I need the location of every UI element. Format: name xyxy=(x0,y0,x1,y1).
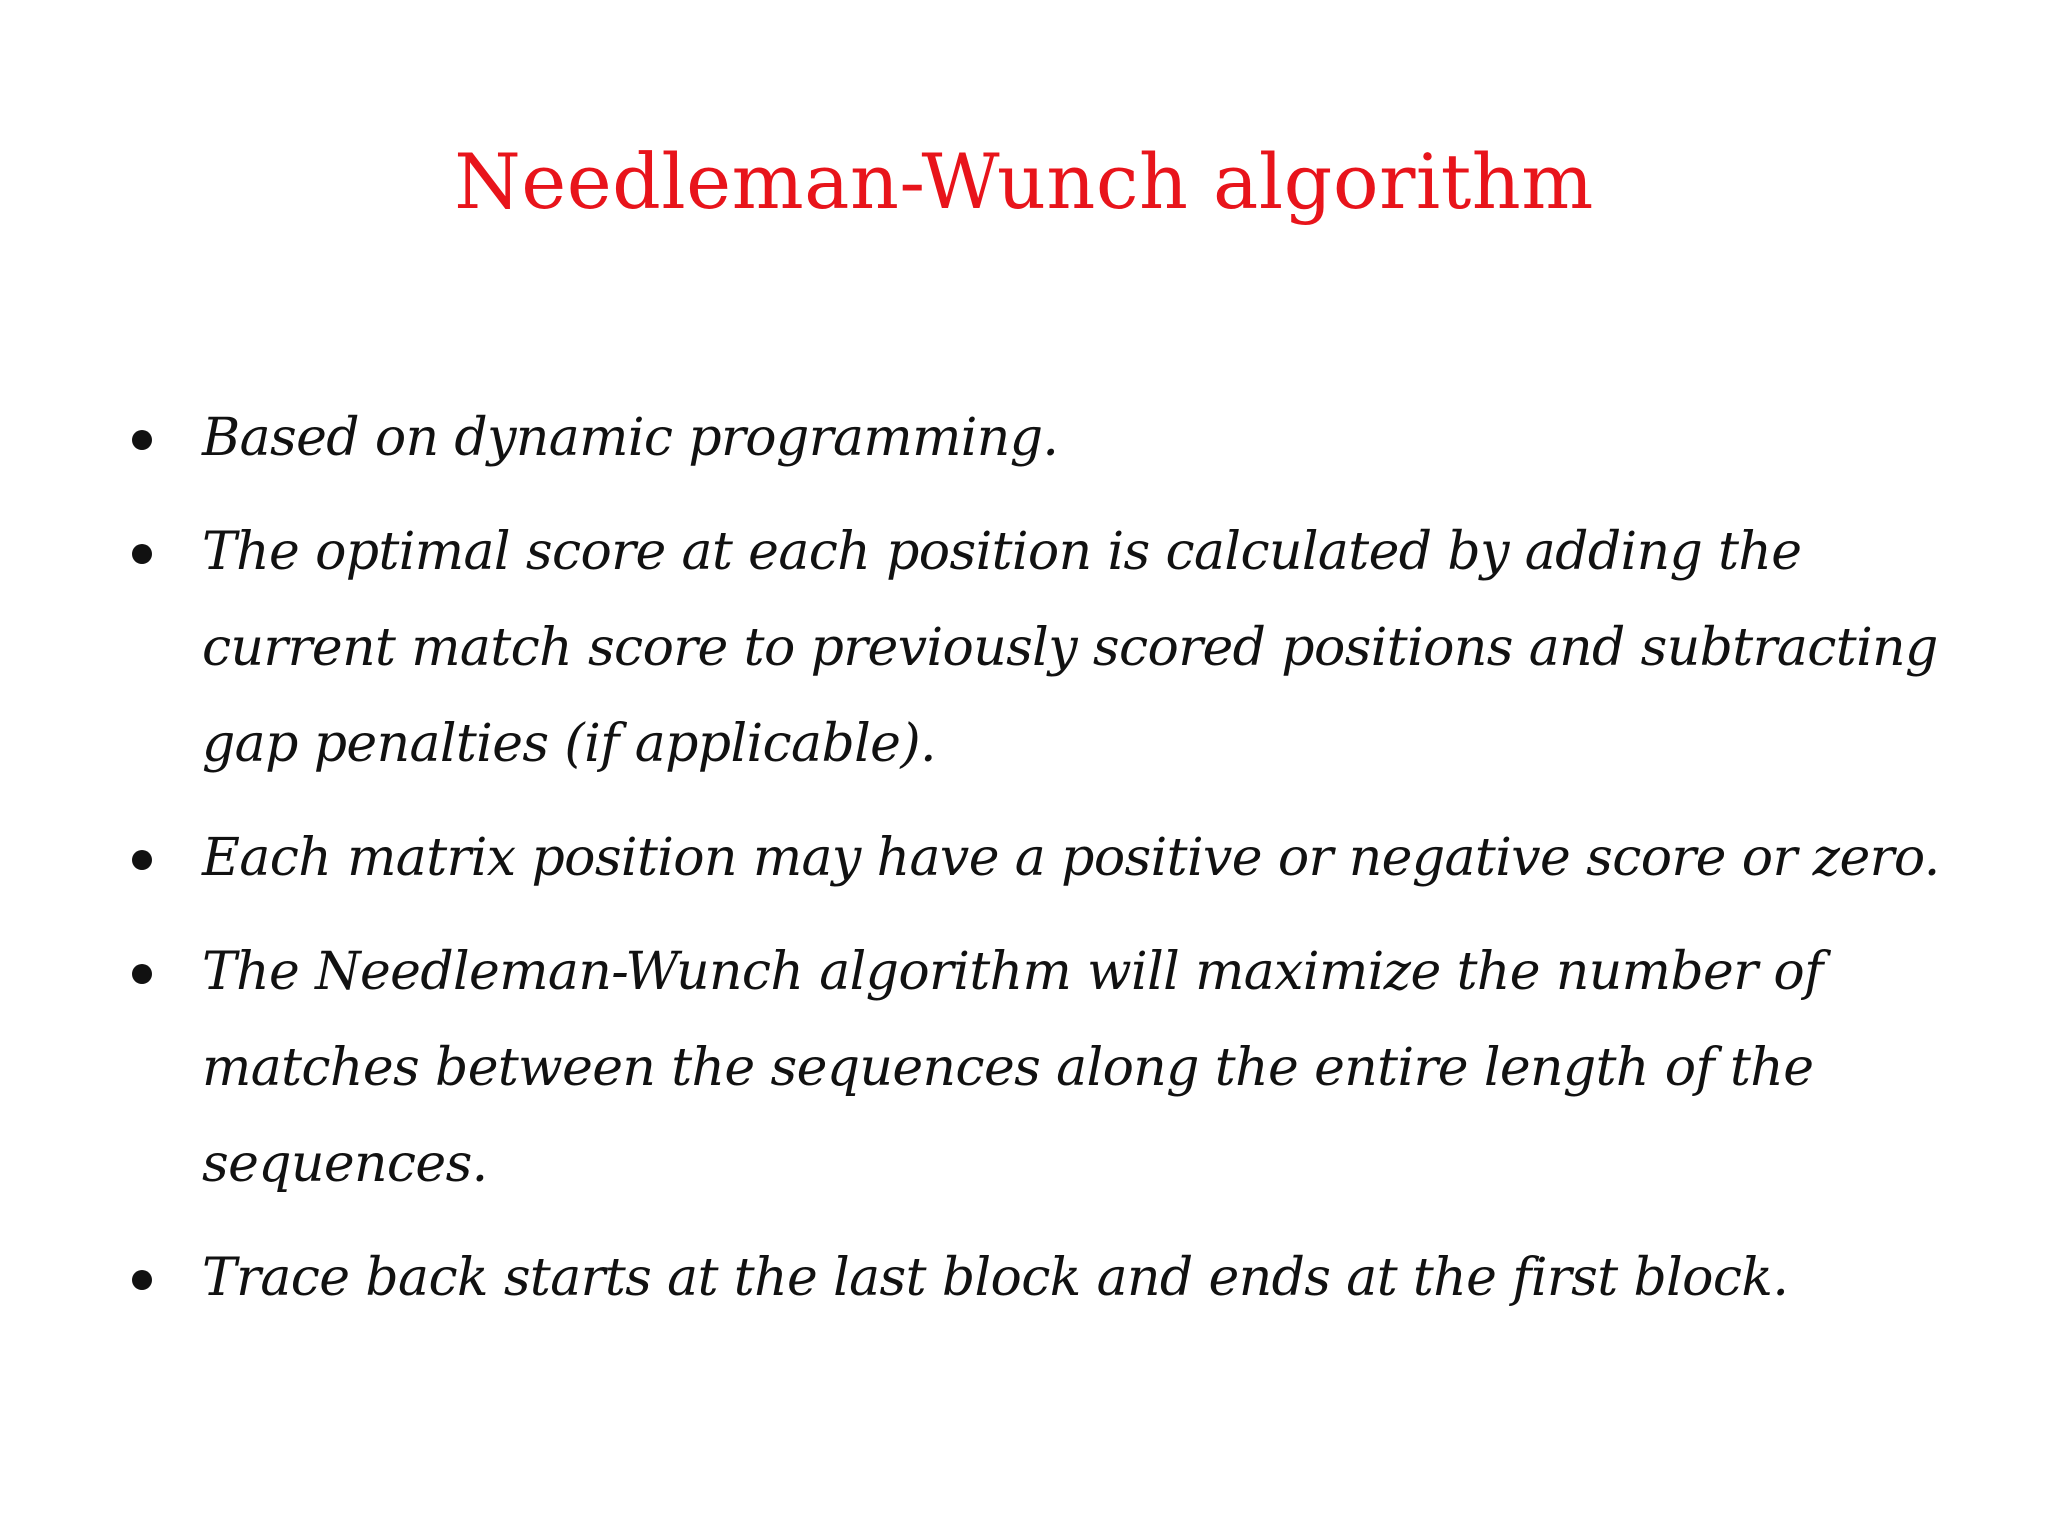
bullet-item xyxy=(202,390,1942,486)
bullet-list xyxy=(0,390,2048,1344)
bullet-text: The optimal score at each position is calculated by adding the current match score to previously scored positions and subtracting gap penalties (if applicable). xyxy=(202,522,1938,774)
bullet-dot-icon xyxy=(132,964,152,984)
bullet-item xyxy=(202,924,1942,1212)
bullet-text: The Needleman-Wunch algorithm will maximize the number of matches between the sequences along the entire length of the sequences. xyxy=(202,942,1823,1194)
slide-title: Needleman-Wunch algorithm xyxy=(454,137,1594,226)
bullet-text: Each matrix position may have a positive or negative score or zero. xyxy=(202,828,1940,888)
bullet-dot-icon xyxy=(132,430,152,450)
bullet-item xyxy=(202,1230,1942,1326)
bullet-item xyxy=(202,810,1942,906)
bullet-dot-icon xyxy=(132,850,152,870)
bullet-dot-icon xyxy=(132,1270,152,1290)
bullet-dot-icon xyxy=(132,544,152,564)
bullet-text: Based on dynamic programming. xyxy=(202,408,1059,468)
bullet-item xyxy=(202,504,1942,792)
bullet-text: Trace back starts at the last block and ends at the first block. xyxy=(202,1248,1789,1308)
